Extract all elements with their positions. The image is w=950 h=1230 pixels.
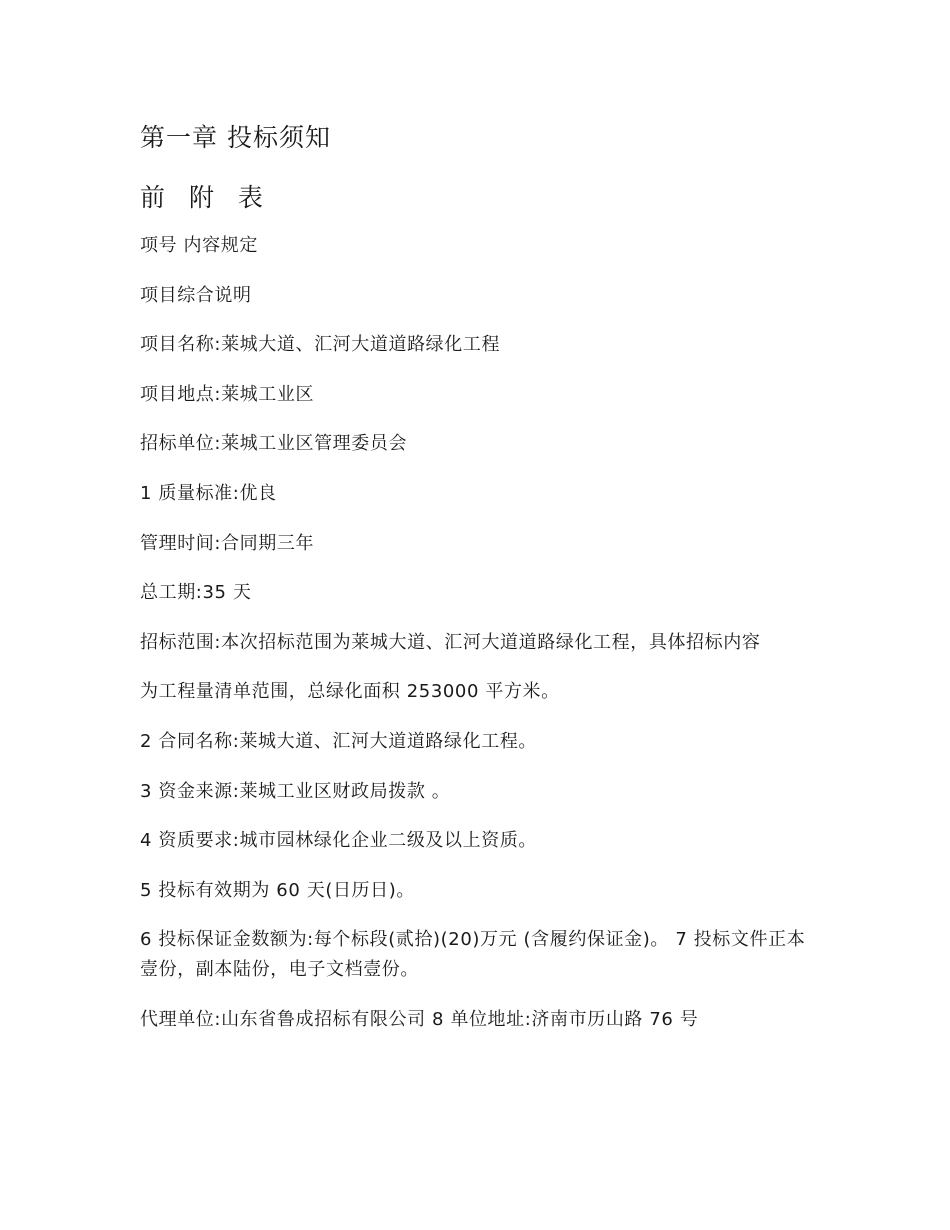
paragraph-management-period: 管理时间:合同期三年	[140, 532, 315, 554]
paragraph-quality-standard: 1 质量标准:优良	[140, 482, 277, 504]
paragraph-item-header: 项号 内容规定	[140, 235, 258, 256]
paragraph-project-location: 项目地点:莱城工业区	[140, 383, 315, 405]
paragraph-funding-source: 3 资金来源:莱城工业区财政局拨款 。	[140, 780, 451, 802]
paragraph-bid-validity: 5 投标有效期为 60 天(日历日)。	[140, 879, 415, 901]
paragraph-project-name: 项目名称:莱城大道、汇河大道道路绿化工程	[140, 334, 501, 356]
paragraph-qualification: 4 资质要求:城市园林绿化企业二级及以上资质。	[140, 830, 538, 852]
paragraph-contract-name: 2 合同名称:莱城大道、汇河大道道路绿化工程。	[140, 730, 538, 752]
paragraph-agency: 代理单位:山东省鲁成招标有限公司 8 单位地址:济南市历山路 76 号	[140, 1008, 699, 1030]
paragraph-total-duration: 总工期:35 天	[140, 582, 252, 604]
document-body	[140, 118, 810, 1055]
paragraph-tender-unit: 招标单位:莱城工业区管理委员会	[140, 433, 408, 455]
chapter-title: 第一章 投标须知	[140, 123, 331, 152]
paragraph-tender-scope: 招标范围:本次招标范围为莱城大道、汇河大道道路绿化工程，具体招标内容	[140, 631, 761, 653]
paragraph-project-overview: 项目综合说明	[140, 284, 252, 306]
section-title: 前 附 表	[140, 183, 271, 212]
paragraph-scope-area: 为工程量清单范围，总绿化面积 253000 平方米。	[140, 681, 560, 703]
paragraph-bid-bond: 6 投标保证金数额为:每个标段(贰拾)(20)万元 (含履约保证金)。 7 投标文件正本壹份，副本陆份，电子文档壹份。	[140, 929, 806, 981]
